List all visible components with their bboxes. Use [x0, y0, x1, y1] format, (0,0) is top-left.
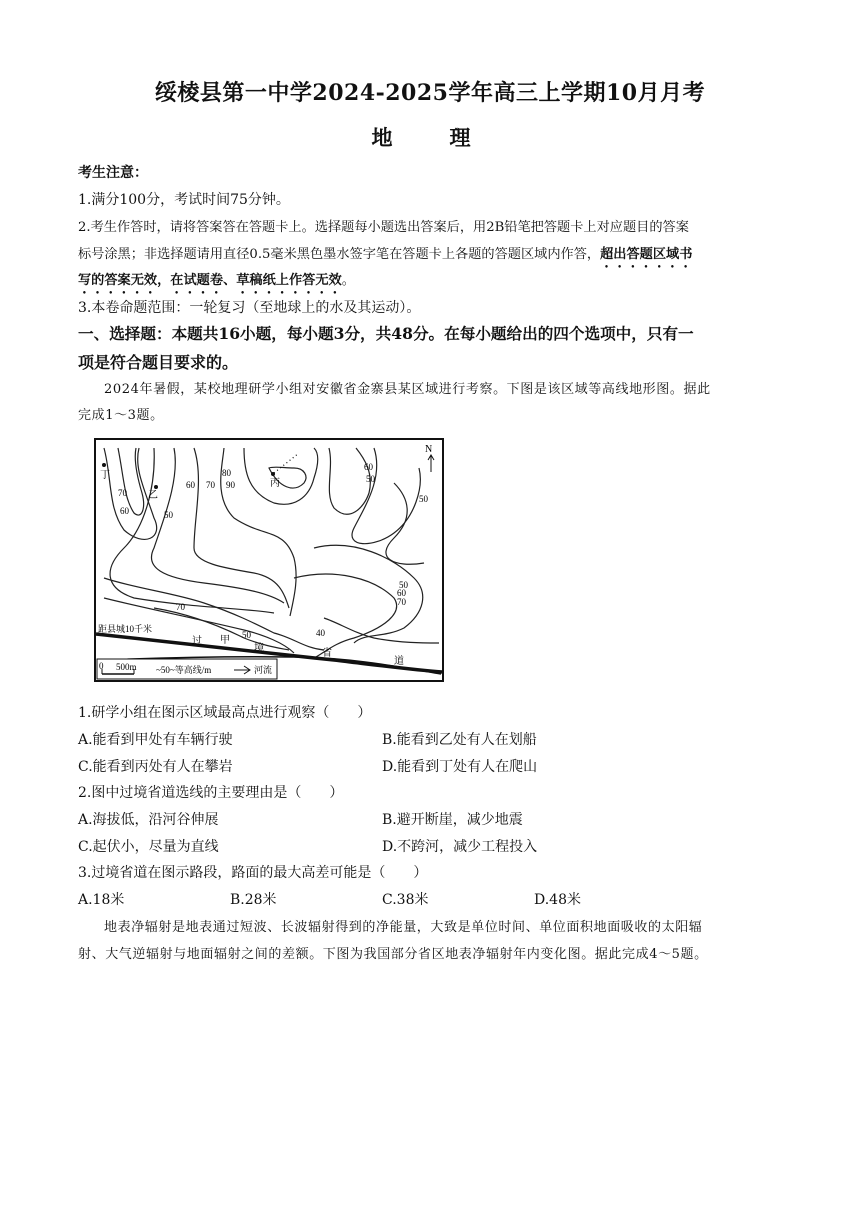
label-ding: 丁 — [100, 470, 110, 481]
notice-item-2-line-2 — [78, 243, 692, 271]
intro-2-line-2: 射、大气逆辐射与地面辐射之间的差额。下图为我国部分省区地表净辐射年内变化图。据此完成4～5题。 — [78, 947, 708, 962]
label-bing: 丙 — [270, 478, 280, 489]
contour-label: 50 — [366, 474, 375, 484]
scale-length: 500m — [116, 662, 137, 672]
notice-item-2-emphasis-2: 写的答案无效，在试题卷、草稿纸上作答无效 — [78, 273, 342, 288]
contour-label: 70 — [206, 480, 215, 490]
label-distance: 距县城10千米 — [98, 624, 153, 634]
contour-label: 80 — [222, 468, 231, 478]
q3-option-a: A.18米 — [78, 892, 125, 908]
q3-option-b: B.28米 — [230, 892, 277, 908]
contour-label: 90 — [226, 480, 235, 490]
north-label: N — [425, 444, 433, 455]
notice-item-1: 1.满分100分，考试时间75分钟。 — [78, 192, 290, 208]
q1-option-c: C.能看到丙处有人在攀岩 — [78, 759, 233, 775]
notice-item-2-end: 。 — [341, 273, 355, 288]
contour-label: 60 — [186, 480, 195, 490]
notice-item-2-line-1: 2.考生作答时，请将答案答在答题卡上。选择题每小题选出答案后，用2B铅笔把答题卡上对应题目的答案 — [78, 220, 689, 235]
q3-option-c: C.38米 — [382, 892, 429, 908]
q2-option-d: D.不跨河，减少工程投入 — [382, 839, 538, 855]
contour-label: 70 — [118, 488, 127, 498]
q1-option-b: B.能看到乙处有人在划船 — [382, 732, 537, 748]
legend-contour: ~50~等高线/m — [156, 665, 212, 675]
contour-label: 50 — [419, 494, 428, 504]
intro-1-line-1: 2024年暑假，某校地理研学小组对安徽省金寨县某区域进行考察。下图是该区域等高线地形图。据此 — [104, 382, 711, 397]
notice-item-2-emphasis: 超出答题区域书 — [600, 247, 693, 262]
legend-river: 河流 — [254, 665, 273, 675]
contour-label: 40 — [316, 628, 325, 638]
label-sheng: 省 — [322, 648, 332, 659]
q2-option-b: B.避开断崖，减少地震 — [382, 812, 523, 828]
contour-label: 60 — [120, 506, 129, 516]
q2-stem: 2.图中过境省道选线的主要理由是（ ） — [78, 785, 344, 801]
q1-option-d: D.能看到丁处有人在爬山 — [382, 759, 538, 775]
q2-option-c: C.起伏小，尽量为直线 — [78, 839, 219, 855]
label-yi: 乙 — [148, 490, 158, 501]
contour-label: 50 — [242, 630, 251, 640]
subject-title: 地 理 — [371, 125, 489, 150]
notice-item-2-line-3 — [78, 269, 355, 297]
q3-option-d: D.48米 — [534, 892, 581, 908]
section-heading-line-2: 项是符合题目要求的。 — [78, 353, 239, 372]
yi-marker — [154, 485, 158, 489]
q2-option-a: A.海拔低，沿河谷伸展 — [78, 812, 219, 828]
label-jing: 境 — [254, 643, 264, 654]
ding-marker — [102, 463, 106, 467]
contour-label: 60 — [397, 588, 406, 598]
notice-heading: 考生注意： — [78, 165, 148, 181]
bing-marker — [271, 472, 275, 476]
label-guo: 过 — [192, 636, 202, 647]
scale-zero: 0 — [99, 661, 104, 671]
q3-stem: 3.过境省道在图示路段，路面的最大高差可能是（ ） — [78, 865, 428, 881]
contour-label: 60 — [364, 462, 373, 472]
contour-label: 50 — [399, 580, 408, 590]
section-heading-line-1: 一、选择题：本题共16小题，每小题3分，共48分。在每小题给出的四个选项中，只有一 — [78, 324, 694, 343]
notice-item-3: 3.本卷命题范围：一轮复习（至地球上的水及其运动）。 — [78, 300, 421, 316]
contour-map — [94, 438, 444, 682]
contour-label: 70 — [397, 597, 406, 607]
label-dao: 道 — [394, 656, 404, 667]
notice-item-2-plain: 标号涂黑；非选择题请用直径0.5毫米黑色墨水签字笔在答题卡上各题的答题区域内作答， — [78, 247, 601, 262]
q1-option-a: A.能看到甲处有车辆行驶 — [78, 732, 233, 748]
intro-1-line-2: 完成1～3题。 — [78, 408, 164, 423]
contour-label: 50 — [164, 510, 173, 520]
q1-stem: 1.研学小组在图示区域最高点进行观察（ ） — [78, 705, 372, 721]
exam-title: 绥棱县第一中学2024-2025学年高三上学期10月月考 — [154, 80, 706, 106]
intro-2-line-1: 地表净辐射是地表通过短波、长波辐射得到的净能量，大致是单位时间、单位面积地面吸收的太阳辐 — [104, 920, 703, 935]
label-jia: 甲 — [220, 635, 230, 646]
contour-label: 70 — [176, 602, 185, 612]
